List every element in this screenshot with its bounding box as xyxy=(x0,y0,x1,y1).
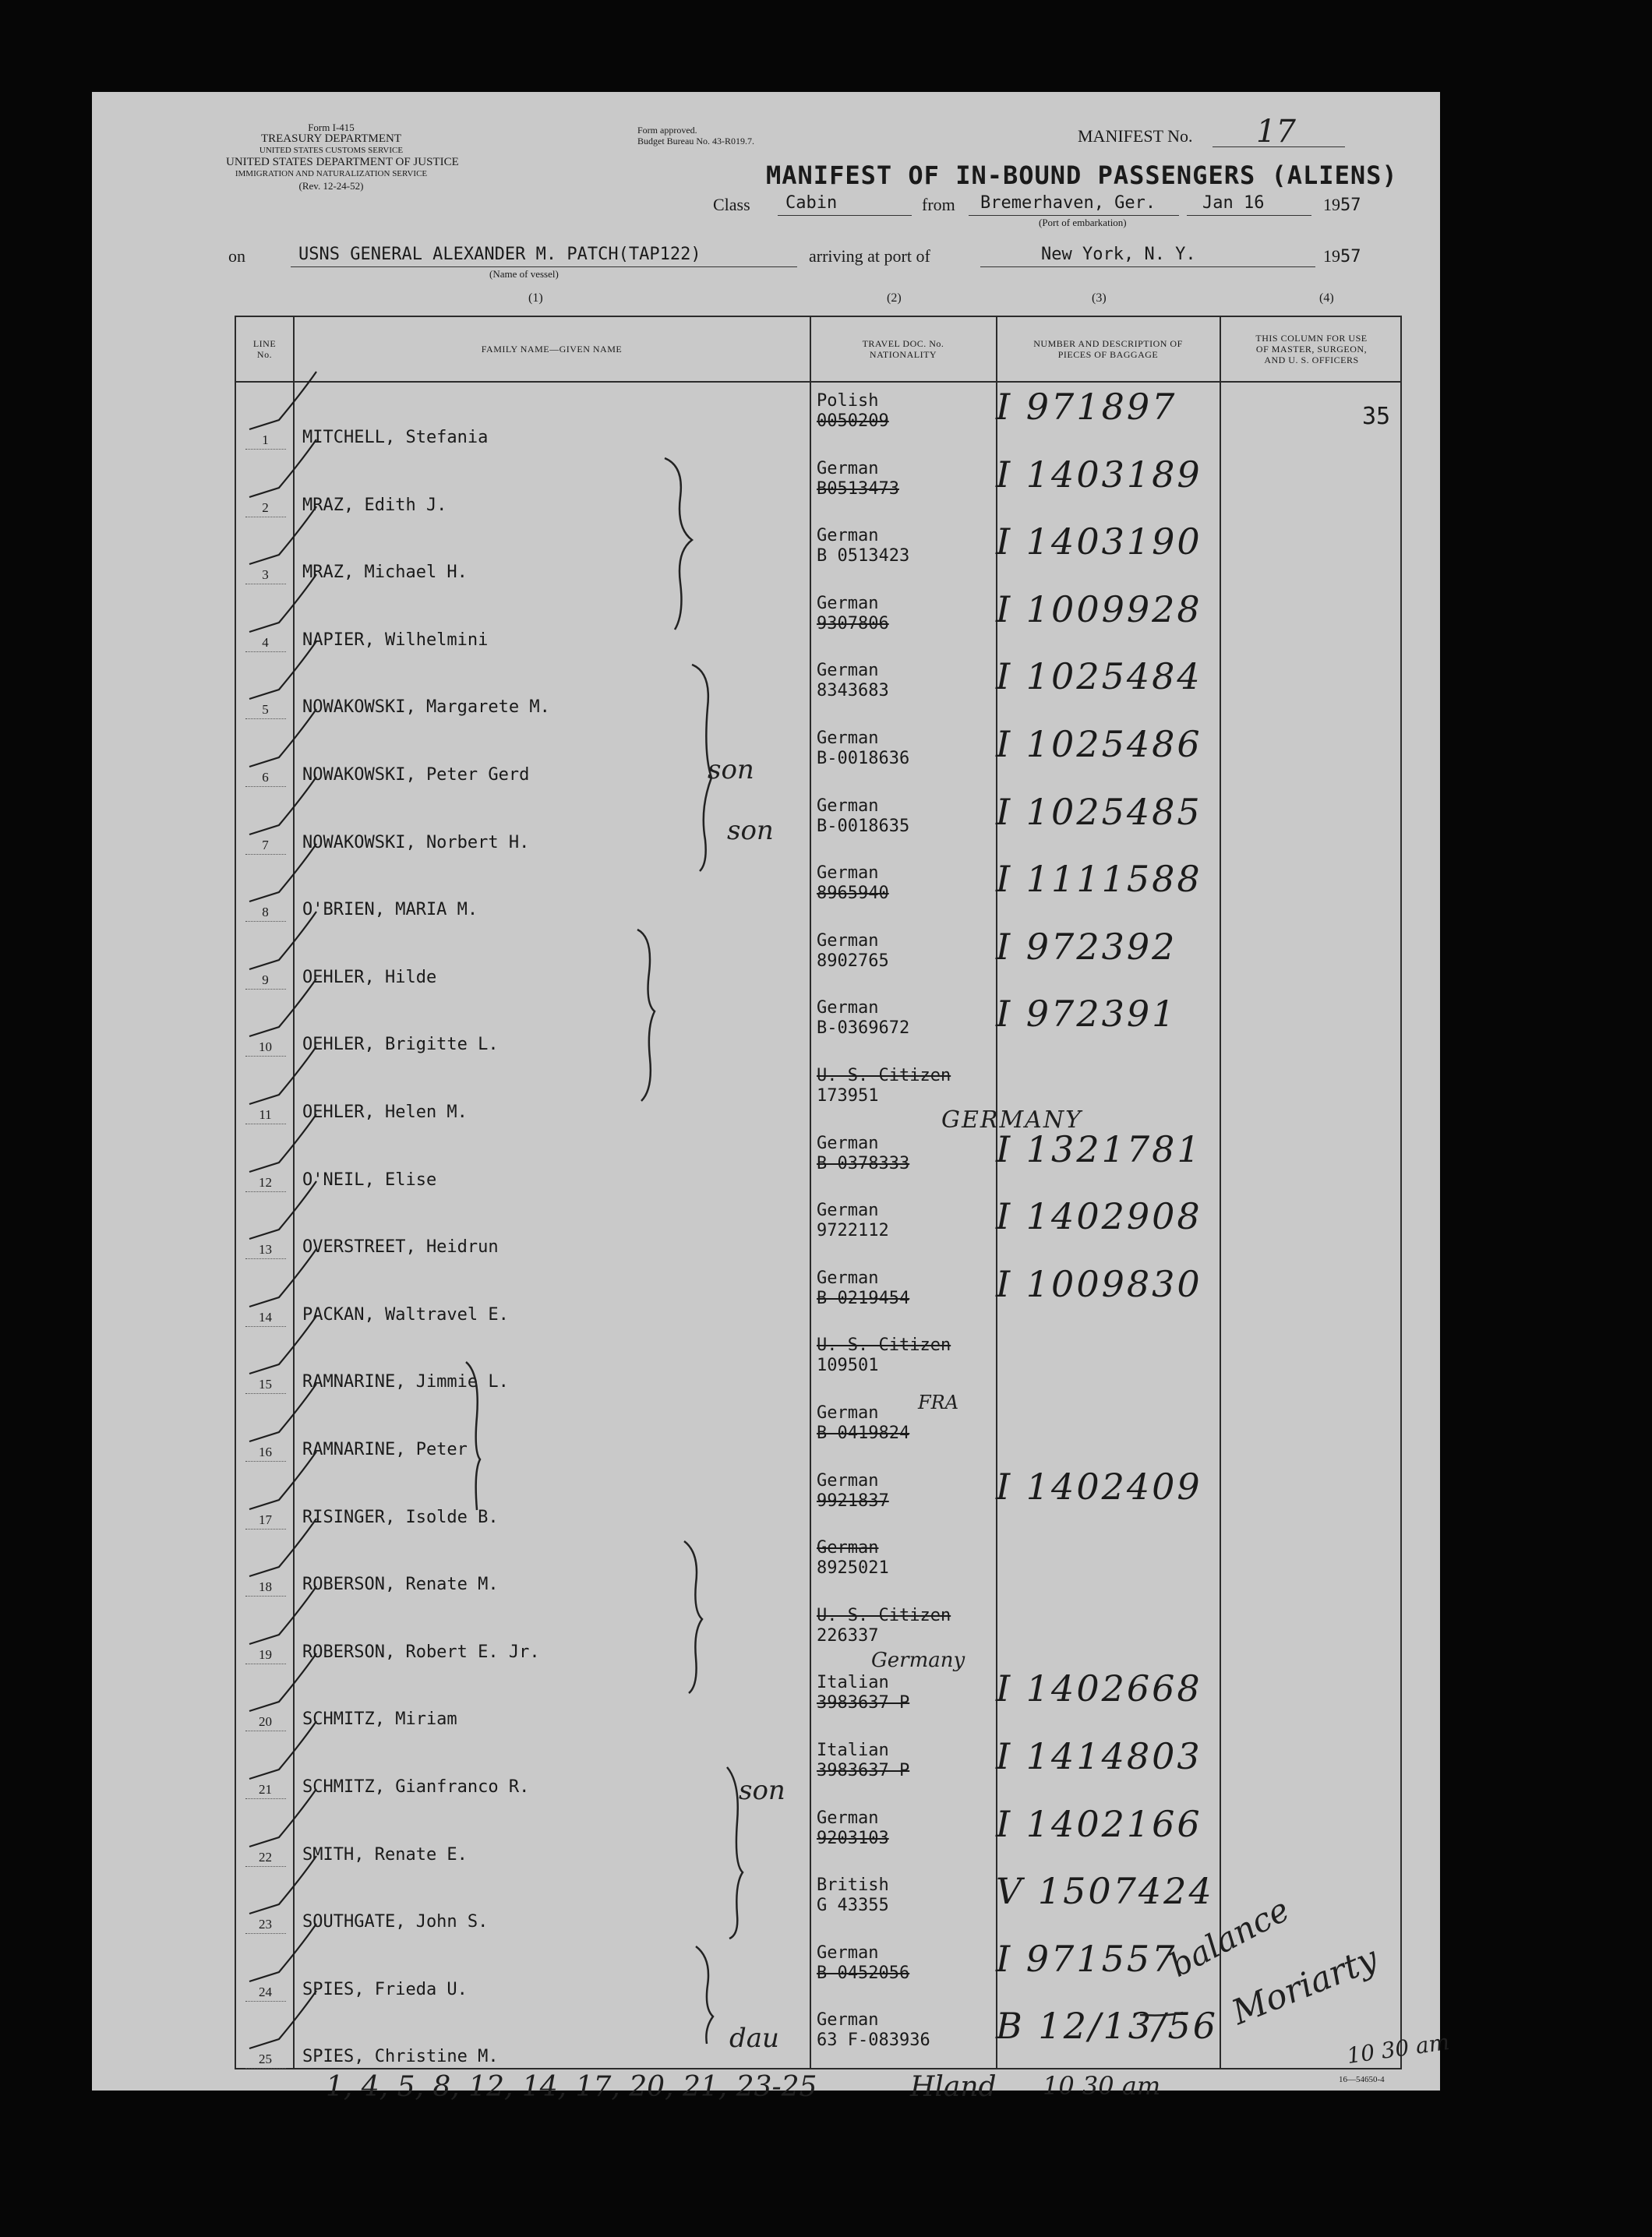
passenger-name: NOWAKOWSKI, Peter Gerd xyxy=(302,765,530,785)
line-number: 23 xyxy=(259,1917,272,1932)
table-row xyxy=(236,654,1400,721)
departure-date: Jan 16 xyxy=(1202,193,1265,213)
class-underline xyxy=(778,215,912,216)
ins-service: IMMIGRATION AND NATURALIZATION SERVICE xyxy=(235,169,428,178)
year-2 xyxy=(1323,246,1361,266)
approval-block xyxy=(637,125,754,146)
line-number: 12 xyxy=(259,1174,272,1190)
nationality: U. S. Citizen xyxy=(817,1605,951,1625)
justice-dept: UNITED STATES DEPARTMENT OF JUSTICE xyxy=(226,156,459,168)
header-family-name-text: FAMILY NAME—GIVEN NAME xyxy=(481,344,623,355)
treasury-dept: TREASURY DEPARTMENT xyxy=(260,132,402,145)
passenger-name: SCHMITZ, Gianfranco R. xyxy=(302,1777,530,1797)
year-1-prefix: 19 xyxy=(1323,195,1340,214)
passenger-name: SCHMITZ, Miriam xyxy=(302,1710,457,1730)
nationality: German xyxy=(817,458,879,478)
travel-doc-number: 9722112 xyxy=(817,1221,889,1241)
passenger-name: SMITH, Renate E. xyxy=(302,1844,468,1865)
baggage-number: I 1414803 xyxy=(996,1735,1202,1777)
table-row xyxy=(236,519,1400,586)
travel-doc-number: 3983637 P xyxy=(817,1693,910,1713)
travel-doc-number: B-0419824 xyxy=(817,1424,910,1443)
table-row xyxy=(236,1599,1400,1666)
vessel-name: USNS GENERAL ALEXANDER M. PATCH(TAP122) xyxy=(298,245,701,264)
year-1-suffix: 57 xyxy=(1340,196,1361,215)
line-number: 2 xyxy=(262,499,269,515)
table-row xyxy=(236,924,1400,991)
passenger-name: MITCHELL, Stefania xyxy=(302,428,489,447)
nationality: German xyxy=(817,526,879,546)
travel-doc-number: G 43355 xyxy=(817,1896,889,1916)
baggage-number: I 1009830 xyxy=(996,1262,1202,1305)
from-underline xyxy=(969,215,1179,216)
line-number: 5 xyxy=(262,702,269,718)
travel-doc-number: 226337 xyxy=(817,1625,879,1646)
baggage-number: I 1402908 xyxy=(996,1195,1202,1238)
passenger-name: OEHLER, Brigitte L. xyxy=(302,1035,499,1055)
footer-code: 16—54650-4 xyxy=(1339,2075,1385,2084)
travel-doc-number: 3983637 P xyxy=(817,1761,910,1780)
passenger-name: OEHLER, Hilde xyxy=(302,967,437,987)
header-rule xyxy=(236,381,1400,383)
form-number: Form I-415 xyxy=(308,122,355,133)
travel-doc-number: 9921837 xyxy=(817,1491,889,1511)
from-label: from xyxy=(922,195,955,214)
baggage-number: I 971557 xyxy=(996,1937,1177,1980)
passenger-name: RAMNARINE, Jimmie L. xyxy=(302,1372,509,1392)
header-agency-block xyxy=(226,122,459,192)
line-number: 14 xyxy=(259,1309,272,1325)
nationality: German xyxy=(817,998,879,1018)
passenger-name: SPIES, Christine M. xyxy=(302,2047,499,2067)
nationality: German xyxy=(817,661,879,681)
baggage-number: I 1025484 xyxy=(996,655,1202,698)
passenger-table xyxy=(235,316,1402,2069)
son-note-2: son xyxy=(727,815,774,846)
son-note-1: son xyxy=(708,754,754,785)
table-row xyxy=(236,991,1400,1058)
line-number: 20 xyxy=(259,1714,272,1730)
line-number: 18 xyxy=(259,1579,272,1595)
revision-date: (Rev. 12-24-52) xyxy=(298,180,364,192)
header-baggage xyxy=(997,317,1219,381)
col-number-3: (3) xyxy=(1092,291,1107,305)
nationality: U. S. Citizen xyxy=(817,1066,951,1085)
table-row xyxy=(236,1261,1400,1328)
vessel-caption: (Name of vessel) xyxy=(489,268,559,280)
nationality: German xyxy=(817,729,879,748)
baggage-number: I 1402409 xyxy=(996,1465,1202,1508)
passenger-name: NOWAKOWSKI, Norbert H. xyxy=(302,832,530,852)
line-number: 16 xyxy=(259,1445,272,1459)
nationality: German xyxy=(817,2010,879,2031)
nationality: German xyxy=(817,1201,879,1221)
nationality: German xyxy=(817,796,879,816)
on-label: on xyxy=(228,246,245,266)
passenger-name: O'NEIL, Elise xyxy=(302,1170,437,1190)
table-row xyxy=(236,1531,1400,1598)
page-title: MANIFEST OF IN-BOUND PASSENGERS (ALIENS) xyxy=(766,161,1398,190)
dau-note: dau xyxy=(729,2023,779,2054)
travel-doc-number: 8343683 xyxy=(817,681,889,701)
passenger-name: OVERSTREET, Heidrun xyxy=(302,1237,499,1258)
bottom-signature: Hland xyxy=(910,2071,997,2103)
time-note-1: 10 30 am xyxy=(1345,2028,1451,2069)
travel-doc-number: 9307806 xyxy=(817,613,889,633)
line-number: 4 xyxy=(262,634,269,650)
passenger-name: RAMNARINE, Peter xyxy=(302,1440,468,1459)
line-number: 13 xyxy=(259,1242,272,1258)
baggage-number: I 972392 xyxy=(996,925,1177,968)
line-number: 22 xyxy=(259,1849,272,1865)
baggage-number: I 1402166 xyxy=(996,1802,1202,1845)
line-number: 11 xyxy=(259,1107,272,1122)
nationality: U. S. Citizen xyxy=(817,1335,951,1356)
arriving-label: arriving at port of xyxy=(809,246,930,266)
passenger-name: SOUTHGATE, John S. xyxy=(302,1912,489,1932)
budget-bureau: Budget Bureau No. 43-R019.7. xyxy=(637,136,754,146)
header-line-no-text: LINE No. xyxy=(252,338,277,360)
line-number: 1 xyxy=(262,432,269,447)
nationality: German xyxy=(817,1808,879,1828)
year-2-suffix: 57 xyxy=(1340,247,1361,266)
nationality: German xyxy=(817,1942,879,1963)
table-row xyxy=(236,1734,1400,1801)
nationality: British xyxy=(817,1875,889,1896)
table-row xyxy=(236,384,1400,451)
class-label: Class xyxy=(713,195,750,214)
from-value: Bremerhaven, Ger. xyxy=(980,193,1156,213)
passenger-name: NAPIER, Wilhelmini xyxy=(302,630,489,650)
manifest-page xyxy=(92,92,1451,2103)
travel-doc-number: B 0513423 xyxy=(817,546,910,566)
nationality: German xyxy=(817,593,879,613)
germany-note-1: GERMANY xyxy=(941,1106,1082,1134)
manifest-number-value: 17 xyxy=(1256,114,1296,150)
table-row xyxy=(236,856,1400,923)
travel-doc-number: 9203103 xyxy=(817,1828,889,1848)
passenger-name: MRAZ, Michael H. xyxy=(302,563,468,583)
travel-doc-number: B-0018635 xyxy=(817,816,910,836)
line-number-rule xyxy=(245,2068,286,2069)
baggage-number: B 12/13/56 xyxy=(996,2005,1219,2048)
form-approved: Form approved. xyxy=(637,125,697,136)
passenger-name: ROBERSON, Renate M. xyxy=(302,1575,499,1595)
header-travel-doc xyxy=(811,317,995,381)
header-family-name xyxy=(295,317,809,381)
balance-note: balance xyxy=(1163,1889,1296,1985)
line-number: 8 xyxy=(262,905,269,920)
baggage-number: I 1403189 xyxy=(996,453,1202,496)
col-number-2: (2) xyxy=(887,291,902,305)
arrival-port: New York, N. Y. xyxy=(1041,245,1196,264)
table-row xyxy=(236,1059,1400,1126)
vessel-underline xyxy=(291,266,797,267)
nationality: Italian xyxy=(817,1741,889,1760)
port-embarkation-caption: (Port of embarkation) xyxy=(1039,217,1127,228)
nationality: German xyxy=(817,930,879,951)
passenger-name: NOWAKOWSKI, Margarete M. xyxy=(302,697,550,718)
line-number: 17 xyxy=(259,1512,272,1527)
passenger-name: SPIES, Frieda U. xyxy=(302,1979,468,1999)
header-baggage-text: NUMBER AND DESCRIPTION OF PIECES OF BAGGAGE xyxy=(1033,338,1183,360)
travel-doc-number: 63 F-083936 xyxy=(817,2031,930,2051)
table-row xyxy=(236,1666,1400,1733)
travel-doc-number: 0050209 xyxy=(817,411,889,431)
baggage-number: I 1025485 xyxy=(996,790,1202,833)
table-row xyxy=(236,452,1400,519)
manifest-number-label: MANIFEST No. xyxy=(1078,126,1193,146)
travel-doc-number: 8965940 xyxy=(817,884,889,904)
travel-doc-number: B0513473 xyxy=(817,478,899,499)
baggage-number: I 971897 xyxy=(996,386,1177,428)
travel-doc-number: B-0018636 xyxy=(817,749,910,768)
son-note-3: son xyxy=(739,1775,785,1806)
passenger-name: O'BRIEN, MARIA M. xyxy=(302,900,478,920)
col-number-1: (1) xyxy=(528,291,543,305)
class-value: Cabin xyxy=(785,193,838,213)
line-number: 21 xyxy=(259,1782,272,1797)
nationality: Polish xyxy=(817,391,879,411)
travel-doc-number: 109501 xyxy=(817,1356,879,1376)
table-row xyxy=(236,587,1400,654)
baggage-number: I 1403190 xyxy=(996,520,1202,563)
travel-doc-number: 173951 xyxy=(817,1086,879,1106)
line-number: 7 xyxy=(262,837,269,852)
travel-doc-number: 8902765 xyxy=(817,951,889,971)
baggage-number: I 1111588 xyxy=(996,858,1202,901)
travel-doc-number: B-0219454 xyxy=(817,1288,910,1308)
header-travel-doc-text: TRAVEL DOC. No. NATIONALITY xyxy=(862,338,944,360)
table-row xyxy=(236,789,1400,856)
baggage-number: I 1402668 xyxy=(996,1667,1202,1710)
table-row xyxy=(236,1396,1400,1463)
fra-note: FRA xyxy=(918,1392,959,1413)
nationality: German xyxy=(817,1403,879,1423)
table-row xyxy=(236,2003,1400,2070)
table-row xyxy=(236,722,1400,789)
header-officers xyxy=(1221,317,1402,381)
baggage-number: V 1507424 xyxy=(996,1870,1214,1913)
nationality: German xyxy=(817,1268,879,1288)
passenger-name: OEHLER, Helen M. xyxy=(302,1103,468,1122)
table-row xyxy=(236,1464,1400,1531)
travel-doc-number: B-0369672 xyxy=(817,1018,910,1039)
arrival-port-underline xyxy=(980,266,1315,267)
nationality: Italian xyxy=(817,1673,889,1693)
passenger-name: RISINGER, Isolde B. xyxy=(302,1507,499,1527)
passenger-name: ROBERSON, Robert E. Jr. xyxy=(302,1642,540,1662)
bottom-line-list: 1, 4, 5, 8, 12, 14, 17, 20, 21, 23-25 xyxy=(326,2071,817,2103)
line-number: 25 xyxy=(259,2052,272,2067)
travel-doc-number: B-0378333 xyxy=(817,1153,910,1173)
nationality: German xyxy=(817,863,879,884)
table-row xyxy=(236,1194,1400,1261)
baggage-number: I 972391 xyxy=(996,993,1177,1036)
bottom-time: 10 30 am xyxy=(1043,2071,1161,2101)
passenger-name: MRAZ, Edith J. xyxy=(302,495,447,515)
line-number: 15 xyxy=(259,1377,272,1392)
date-underline xyxy=(1187,215,1311,216)
line-number: 9 xyxy=(262,972,269,987)
year-2-prefix: 19 xyxy=(1323,246,1340,266)
moriarty-note: Moriarty xyxy=(1226,1939,1384,2033)
table-row xyxy=(236,1328,1400,1395)
table-row xyxy=(236,1801,1400,1868)
line-number: 19 xyxy=(259,1646,272,1662)
nationality: German xyxy=(817,1133,879,1153)
table-row xyxy=(236,1127,1400,1194)
col-number-4: (4) xyxy=(1319,291,1334,305)
line-number: 3 xyxy=(262,567,269,583)
germany-note-2: Germany xyxy=(871,1649,965,1672)
page-count: 35 xyxy=(1362,403,1391,430)
header-officers-text: THIS COLUMN FOR USE OF MASTER, SURGEON, AND U. S. OFFICERS xyxy=(1255,333,1368,365)
travel-doc-number: B 0452056 xyxy=(817,1963,910,1983)
year-1 xyxy=(1323,195,1361,215)
travel-doc-number: 8925021 xyxy=(817,1558,889,1579)
baggage-number: I 1025486 xyxy=(996,723,1202,765)
line-number: 6 xyxy=(262,770,269,785)
passenger-name: PACKAN, Waltravel E. xyxy=(302,1304,509,1325)
line-number: 24 xyxy=(259,1984,272,1999)
line-number: 10 xyxy=(259,1039,272,1055)
nationality: German xyxy=(817,1538,879,1558)
baggage-number: I 1009928 xyxy=(996,587,1202,630)
baggage-number: I 1321781 xyxy=(996,1127,1202,1170)
nationality: German xyxy=(817,1470,879,1491)
customs-service: UNITED STATES CUSTOMS SERVICE xyxy=(259,146,404,155)
